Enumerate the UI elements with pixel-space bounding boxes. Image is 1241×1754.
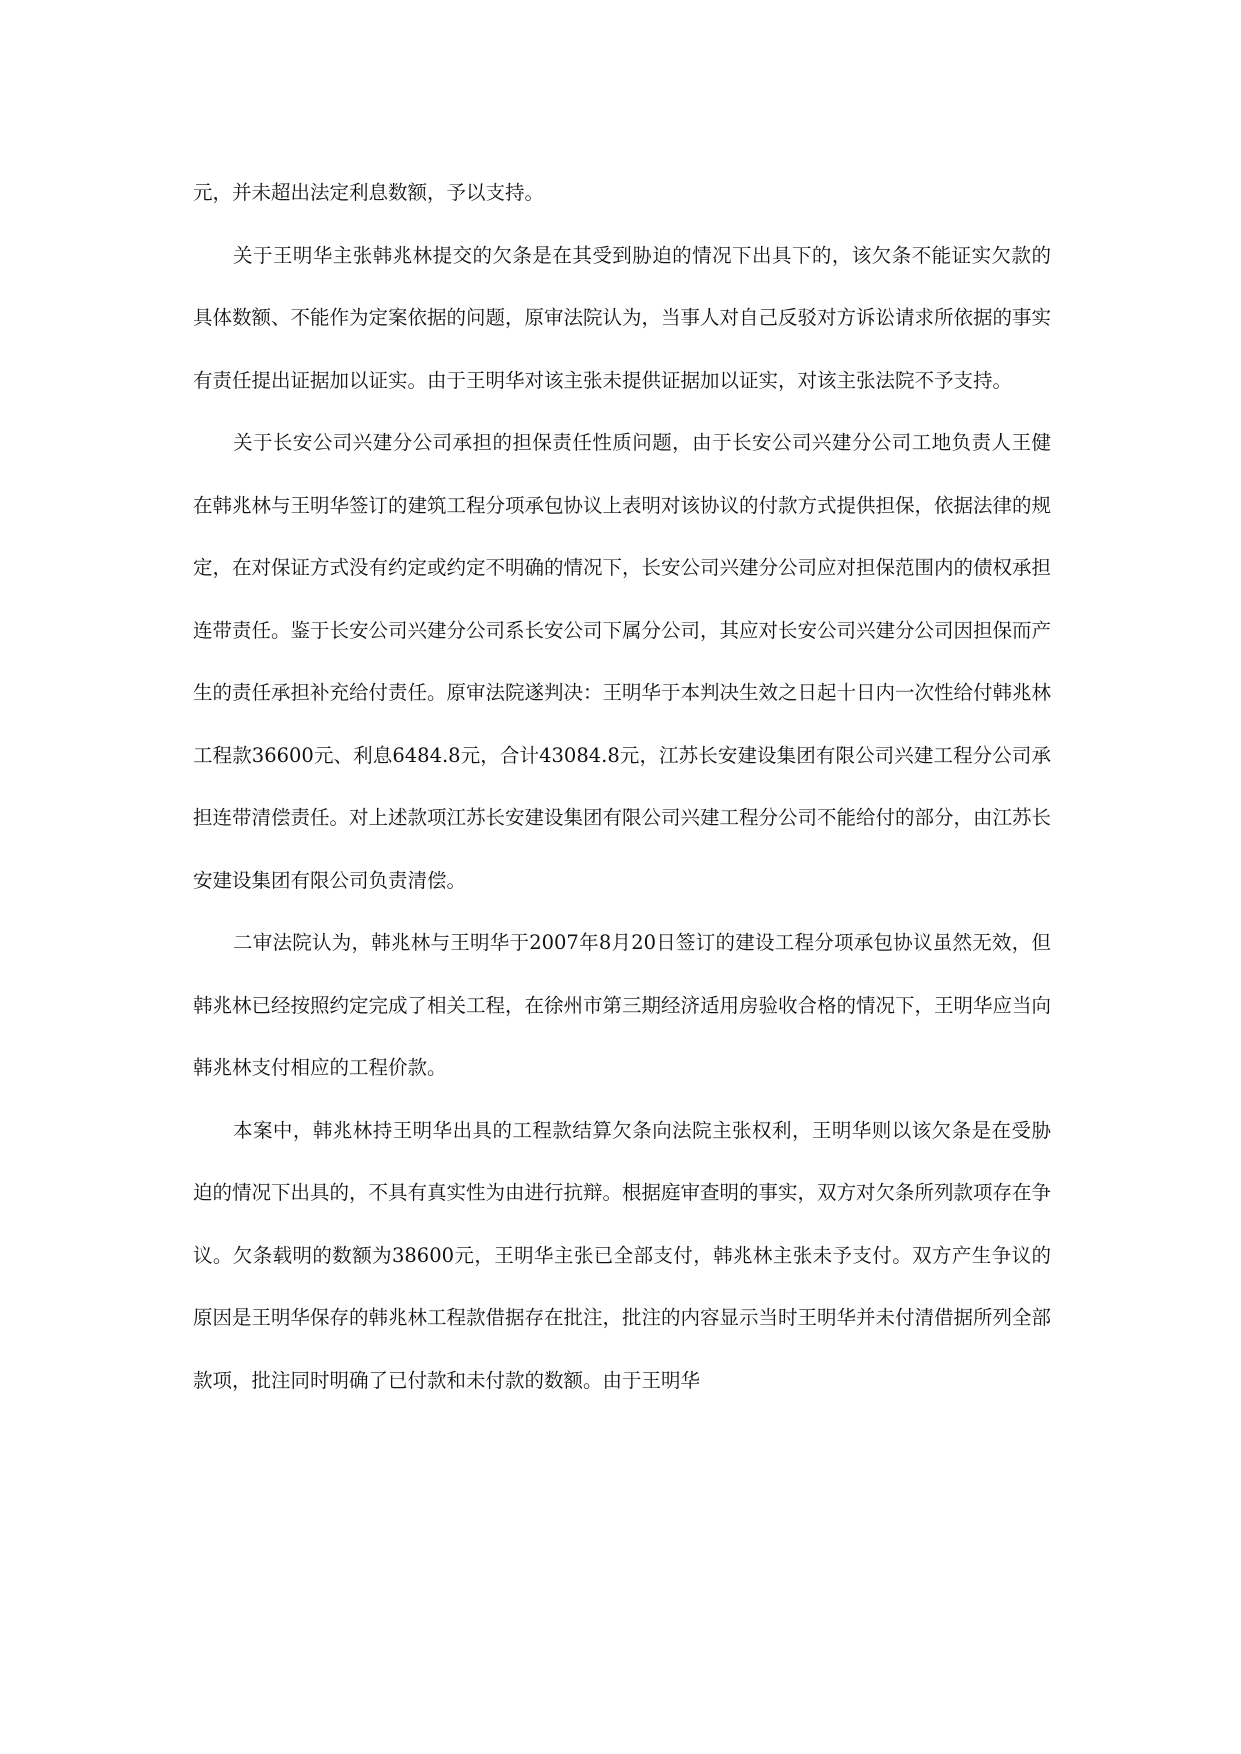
document-body [193,162,1051,1412]
paragraph-continuation: 元，并未超出法定利息数额，予以支持。 [193,181,545,204]
paragraph-guarantee-liability: 关于长安公司兴建分公司承担的担保责任性质问题，由于长安公司兴建分公司工地负责人王健在韩兆林与王明华签订的建筑工程分项承包协议上表明对该协议的付款方式提供担保，依据法律的规定，在对保证方式没有约定或约定不明确的情况下，长安公司兴建分公司应对担保范围内的债权承担连带责任。鉴于长安公司兴建分公司系长安公司下属分公司，其应对长安公司兴建分公司因担保而产生的责任承担补充给付责任。原审法院遂判决：王明华于本判决生效之日起十日内一次性给付韩兆林工程款36600元、利息6484.8元，合计43084.8元，江苏长安建设集团有限公司兴建工程分公司承担连带清偿责任。对上述款项江苏长安建设集团有限公司兴建工程分公司不能给付的部分，由江苏长安建设集团有限公司负责清偿。 [193,431,1052,892]
paragraph-debt-note-coercion: 关于王明华主张韩兆林提交的欠条是在其受到胁迫的情况下出具下的，该欠条不能证实欠款的具体数额、不能作为定案依据的问题，原审法院认为，当事人对自己反驳对方诉讼请求所依据的事实有责任提出证据加以证实。由于王明华对该主张未提供证据加以证实，对该主张法院不予支持。 [193,243,1052,392]
paragraph-case-dispute: 本案中，韩兆林持王明华出具的工程款结算欠条向法院主张权利，王明华则以该欠条是在受胁迫的情况下出具的，不具有真实性为由进行抗辩。根据庭审查明的事实，双方对欠条所列款项存在争议。欠条载明的数额为38600元，王明华主张已全部支付，韩兆林主张未予支付。双方产生争议的原因是王明华保存的韩兆林工程款借据存在批注，批注的内容显示当时王明华并未付清借据所列全部款项，批注同时明确了已付款和未付款的数额。由于王明华 [193,1118,1052,1392]
paragraph-second-instance-opinion: 二审法院认为，韩兆林与王明华于2007年8月20日签订的建设工程分项承包协议虽然无效，但韩兆林已经按照约定完成了相关工程，在徐州市第三期经济适用房验收合格的情况下，王明华应当向韩兆林支付相应的工程价款。 [193,931,1052,1079]
